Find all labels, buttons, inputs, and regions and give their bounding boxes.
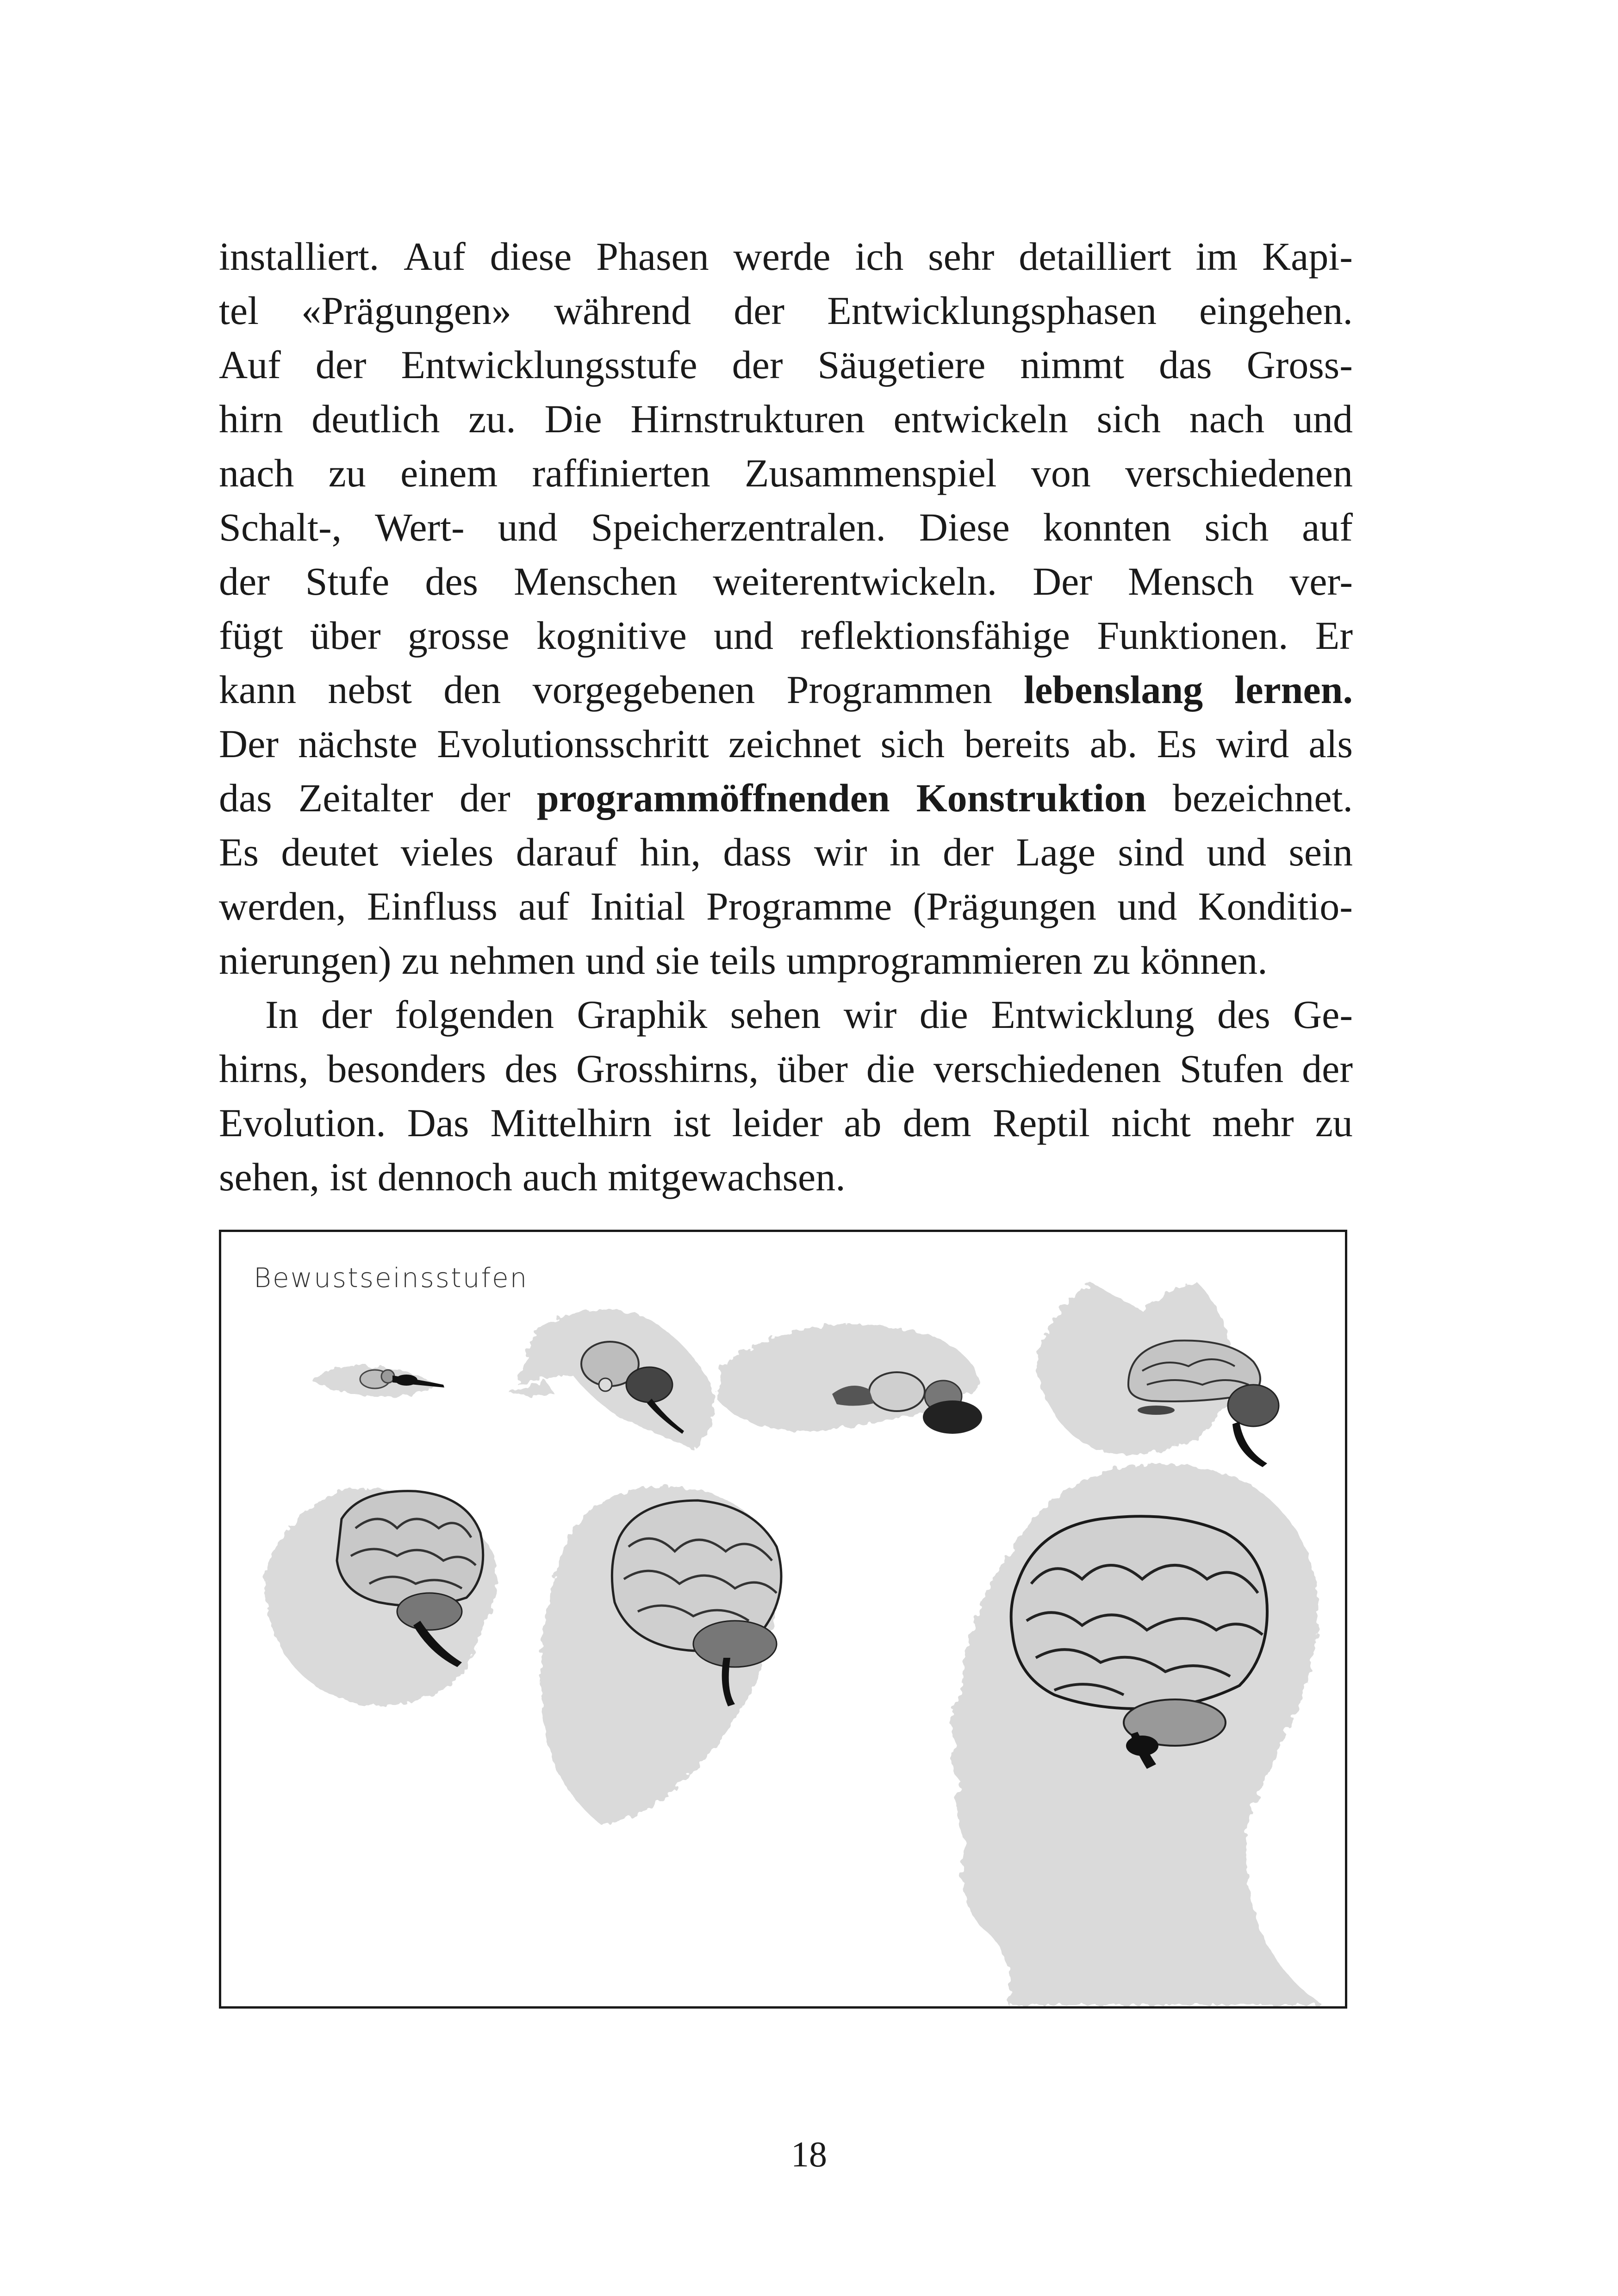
word: Konstruktion: [916, 776, 1146, 820]
word: diese: [490, 234, 572, 279]
text-line: [219, 825, 1353, 879]
word: Diese: [919, 505, 1010, 549]
word: programmöffnenden: [536, 776, 890, 820]
word: Säugetiere: [817, 342, 986, 387]
word: ver-: [1289, 559, 1353, 604]
word: und: [714, 613, 774, 658]
text-line: [219, 338, 1353, 392]
word: Phasen: [596, 234, 709, 279]
word: ich: [855, 234, 904, 279]
word: tel: [219, 288, 259, 333]
word: die: [919, 992, 968, 1037]
brain-evolution-figure: [219, 1230, 1347, 2009]
text-line: [219, 500, 1353, 554]
text-line: [219, 554, 1353, 609]
word: leider: [732, 1101, 823, 1145]
word: der: [732, 342, 783, 387]
word: sehen: [730, 992, 821, 1037]
word: Entwicklungsstufe: [401, 342, 697, 387]
word: Mittelhirn: [490, 1101, 652, 1145]
word: zu: [328, 451, 366, 495]
word: können.: [1140, 938, 1268, 983]
word: Evolutionsschritt: [437, 722, 709, 766]
word: nierungen): [219, 938, 392, 983]
word: (Prägungen: [913, 884, 1096, 928]
word: nehmen: [449, 938, 575, 983]
text-line: [219, 230, 1353, 284]
text-line: [219, 1150, 1353, 1204]
word: Speicherzentralen.: [591, 505, 886, 549]
word: mehr: [1212, 1101, 1294, 1145]
word: Ge-: [1293, 992, 1353, 1037]
word: hirns,: [219, 1046, 309, 1091]
word: raffinierten: [532, 451, 710, 495]
word: «Prägungen»: [301, 288, 511, 333]
word: umprogrammieren: [786, 938, 1083, 983]
word: werde: [733, 234, 831, 279]
word: verschiedenen: [933, 1046, 1161, 1091]
word: deutlich: [311, 397, 440, 441]
word: ist: [673, 1101, 711, 1145]
word: darauf: [516, 830, 618, 874]
word: und: [498, 505, 558, 549]
word: der: [219, 559, 270, 604]
word: weiterentwickeln.: [713, 559, 997, 604]
text-line: [219, 609, 1353, 663]
word: ab.: [1089, 722, 1138, 766]
word: über: [310, 613, 381, 658]
word: sehen,: [219, 1155, 320, 1199]
word: In: [265, 992, 299, 1037]
word: Wert-: [375, 505, 465, 549]
word: nicht: [1111, 1101, 1191, 1145]
word: den: [443, 667, 501, 712]
text-line: [219, 988, 1353, 1042]
word: folgenden: [395, 992, 554, 1037]
word: wir: [843, 992, 897, 1037]
word: grosse: [407, 613, 510, 658]
word: auf: [1302, 505, 1353, 549]
word: von: [1031, 451, 1091, 495]
text-line: [219, 717, 1353, 771]
word: Gross-: [1246, 342, 1353, 387]
word: das: [1158, 342, 1212, 387]
word: Stufen: [1179, 1046, 1284, 1091]
word: dem: [902, 1101, 971, 1145]
word: Auf: [219, 342, 281, 387]
word: lebenslang: [1024, 667, 1203, 712]
word: auch: [522, 1155, 598, 1199]
text-line: [219, 392, 1353, 446]
brain-evolution-illustration: [221, 1232, 1347, 2009]
word: Der: [1033, 559, 1092, 604]
word: Zusammenspiel: [744, 451, 997, 495]
word: nebst: [328, 667, 412, 712]
text-line: [219, 933, 1353, 988]
word: Hirnstrukturen: [630, 397, 865, 441]
word: Der: [219, 722, 279, 766]
word: nächste: [298, 722, 417, 766]
word: Menschen: [513, 559, 678, 604]
word: zu: [401, 938, 439, 983]
word: installiert.: [219, 234, 380, 279]
word: hin,: [640, 830, 701, 874]
word: ab: [844, 1101, 882, 1145]
word: verschiedenen: [1125, 451, 1353, 495]
word: werden,: [219, 884, 346, 928]
word: sehr: [928, 234, 995, 279]
word: deutet: [281, 830, 379, 874]
word: sind: [1118, 830, 1184, 874]
word: Schalt-,: [219, 505, 342, 549]
text-line: [219, 446, 1353, 500]
word: über: [777, 1046, 848, 1091]
word: der: [321, 992, 372, 1037]
word: reflektionsfähige: [800, 613, 1070, 658]
word: konnten: [1043, 505, 1171, 549]
word: und: [1293, 397, 1353, 441]
word: sie: [655, 938, 700, 983]
text-line: [219, 284, 1353, 338]
word: Kapi-: [1262, 234, 1353, 279]
word: Das: [407, 1101, 469, 1145]
word: und: [1207, 830, 1267, 874]
word: sich: [880, 722, 945, 766]
word: vorgegebenen: [532, 667, 755, 712]
text-line: [219, 663, 1353, 717]
word: besonders: [327, 1046, 486, 1091]
word: hirn: [219, 397, 283, 441]
word: Entwicklung: [991, 992, 1195, 1037]
word: Initial: [590, 884, 685, 928]
word: Es: [219, 830, 259, 874]
word: sich: [1204, 505, 1269, 549]
word: kann: [219, 667, 297, 712]
word: vieles: [400, 830, 494, 874]
text-line: [219, 1042, 1353, 1096]
word: Programmen: [786, 667, 992, 712]
word: Entwicklungsphasen: [827, 288, 1157, 333]
word: Er: [1315, 613, 1353, 658]
word: Grosshirns,: [576, 1046, 759, 1091]
word: des: [504, 1046, 558, 1091]
word: die: [866, 1046, 915, 1091]
word: bereits: [964, 722, 1070, 766]
word: in: [889, 830, 921, 874]
word: des: [425, 559, 478, 604]
text-line: [219, 879, 1353, 933]
word: nimmt: [1020, 342, 1124, 387]
word: nach: [219, 451, 294, 495]
word: Funktionen.: [1097, 613, 1288, 658]
word: entwickeln: [893, 397, 1068, 441]
word: und: [585, 938, 645, 983]
word: der: [315, 342, 367, 387]
word: während: [554, 288, 691, 333]
word: Einfluss: [367, 884, 498, 928]
word: und: [1117, 884, 1177, 928]
body-text: [219, 230, 1353, 1204]
word: Stufe: [305, 559, 390, 604]
word: im: [1195, 234, 1238, 279]
word: bezeichnet.: [1172, 776, 1353, 820]
word: lernen.: [1234, 667, 1353, 712]
word: einem: [400, 451, 498, 495]
word: kognitive: [536, 613, 687, 658]
word: zu: [1315, 1101, 1353, 1145]
word: Evolution.: [219, 1101, 386, 1145]
word: Programme: [706, 884, 892, 928]
word: teils: [709, 938, 776, 983]
word: nach: [1189, 397, 1265, 441]
word: sein: [1288, 830, 1353, 874]
word: Konditio-: [1198, 884, 1353, 928]
page-number: 18: [791, 2134, 827, 2174]
word: Mensch: [1127, 559, 1254, 604]
word: dass: [723, 830, 792, 874]
figure-title: Bewustseinsstufen: [254, 1262, 529, 1294]
word: Die: [544, 397, 602, 441]
word: Reptil: [992, 1101, 1090, 1145]
word: wird: [1216, 722, 1289, 766]
word: des: [1217, 992, 1270, 1037]
word: fügt: [219, 613, 283, 658]
word: als: [1308, 722, 1353, 766]
word: eingehen.: [1199, 288, 1353, 333]
word: Zeitalter: [298, 776, 433, 820]
word: zeichnet: [728, 722, 861, 766]
word: zu: [1092, 938, 1130, 983]
word: der: [943, 830, 994, 874]
word: der: [460, 776, 510, 820]
word: ist: [330, 1155, 367, 1199]
text-line: [219, 1096, 1353, 1150]
text-line: [219, 771, 1353, 825]
word: mitgewachsen.: [608, 1155, 846, 1199]
word: zu.: [468, 397, 516, 441]
word: Es: [1157, 722, 1197, 766]
word: sich: [1096, 397, 1161, 441]
word: dennoch: [377, 1155, 512, 1199]
word: auf: [518, 884, 569, 928]
word: der: [1302, 1046, 1353, 1091]
word: Lage: [1016, 830, 1096, 874]
word: detailliert: [1019, 234, 1171, 279]
word: wir: [814, 830, 867, 874]
word: das: [219, 776, 272, 820]
word: Auf: [404, 234, 466, 279]
word: der: [734, 288, 785, 333]
word: Graphik: [577, 992, 708, 1037]
